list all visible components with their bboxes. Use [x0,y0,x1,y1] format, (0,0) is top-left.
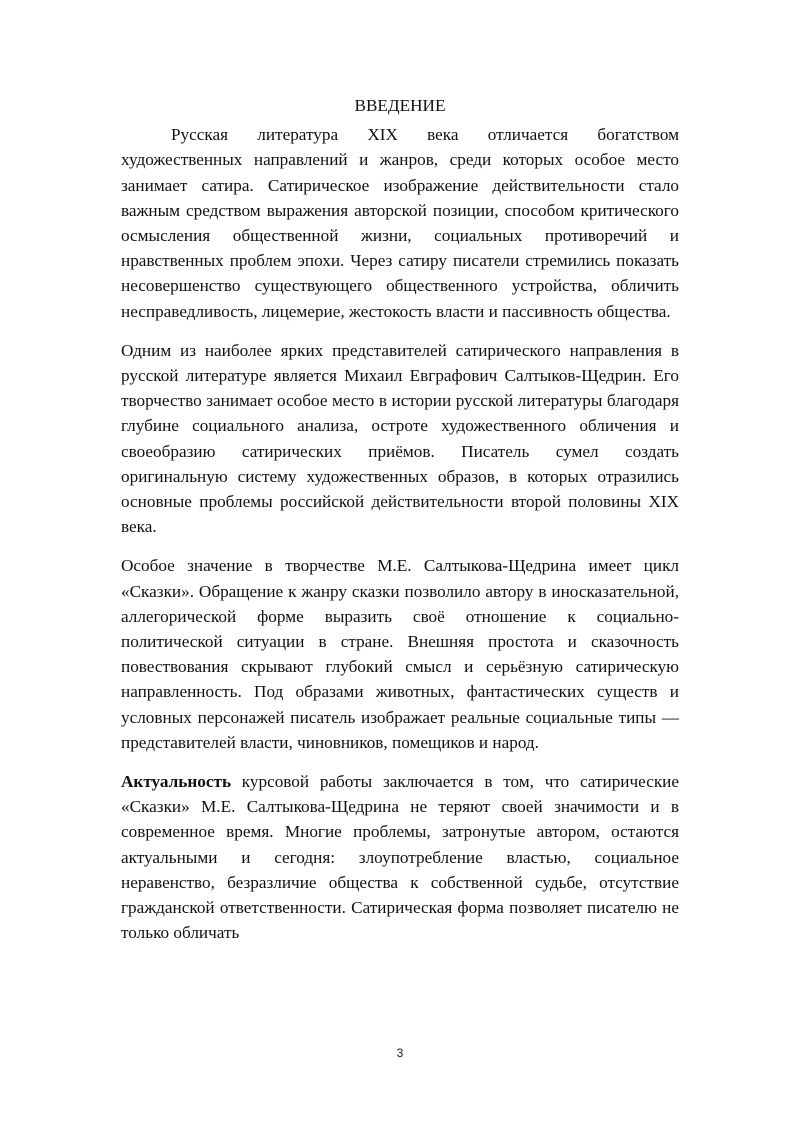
page-number: 3 [396,1046,404,1060]
relevance-text: курсовой работы заключается в том, что сатирические «Сказки» М.Е. Салтыкова-Щедрина не теряют своей значимости и в современное время. Многие проблемы, затронутые автором, остаются актуальными и сегодня: злоупотребление властью, социальное неравенство, безразличие общества к собственной судьбе, отсутствие гражданской ответственности. Сатирическая форма позволяет писателю не только обличать [121,772,679,943]
section-heading: ВВЕДЕНИЕ [354,96,446,115]
page-content [121,93,679,946]
paragraph-skazki: Особое значение в творчестве М.Е. Салтыкова-Щедрина имеет цикл «Сказки». Обращение к жанру сказки позволило автору в иносказательной, аллегорической форме выразить своё отношение к социально-политической ситуации в стране. Внешняя простота и сказочность повествования скрывают глубокий смысл и серьёзную сатирическую направленность. Под образами животных, фантастических существ и условных персонажей писатель изображает реальные социальные типы — представителей власти, чиновников, помещиков и народ. [121,556,679,752]
relevance-label: Актуальность [121,772,232,792]
paragraph-intro: Русская литература XIX века отличается богатством художественных направлений и жанров, среди которых особое место занимает сатира. Сатирическое изображение действительности стало важным средством выражения авторской позиции, способом критического осмысления общественной жизни, социальных противоречий и нравственных проблем эпохи. Через сатиру писатели стремились показать несовершенство существующего общественного устройства, обличить несправедливость, лицемерие, жестокость власти и пассивность общества. [121,125,679,321]
paragraph-relevance [121,769,679,945]
paragraph-saltykov: Одним из наиболее ярких представителей сатирического направления в русской литературе является Михаил Евграфович Салтыков-Щедрин. Его творчество занимает особое место в истории русской литературы благодаря глубине социального анализа, остроте художественного обличения и своеобразию сатирических приёмов. Писатель сумел создать оригинальную систему художественных образов, в которых отразились основные проблемы российской действительности второй половины XIX века. [121,340,679,537]
